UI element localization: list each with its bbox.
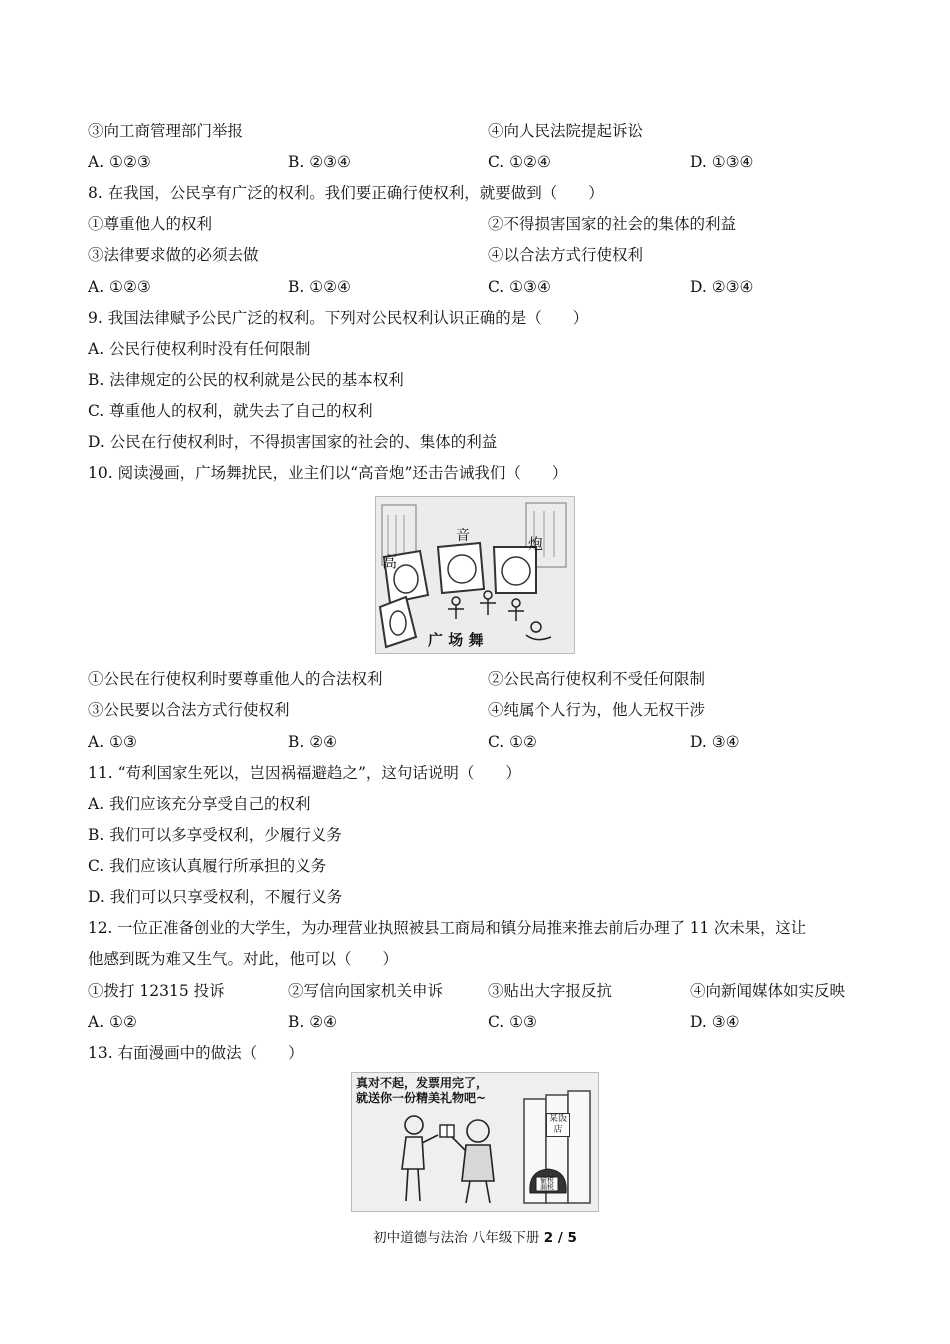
q12-choice-a: A. ①②: [88, 1013, 137, 1031]
footer-page-number: 2 / 5: [543, 1230, 577, 1246]
cartoon-word-gao: 高: [382, 553, 398, 571]
q7-choice-b: B. ②③④: [288, 153, 351, 171]
q13-stem: 13. 右面漫画中的做法（ ）: [88, 1044, 304, 1062]
q12-choice-d: D. ③④: [690, 1013, 740, 1031]
q7-choice-a: A. ①②③: [88, 153, 151, 171]
q8-option-4: ④以合法方式行使权利: [488, 246, 644, 264]
q12-option-3: ③贴出大字报反抗: [488, 982, 613, 1000]
q12-stem-line2: 他感到既为难又生气。对此，他可以（ ）: [88, 950, 399, 968]
cartoon-caption: 广 场 舞: [428, 631, 484, 649]
q9-option-b: B. 法律规定的公民的权利就是公民的基本权利: [88, 371, 404, 389]
q10-choice-a: A. ①③: [88, 733, 137, 751]
q9-option-c: C. 尊重他人的权利，就失去了自己的权利: [88, 402, 373, 420]
cartoon-speech-line2: 就送你一份精美礼物吧~: [356, 1091, 487, 1105]
q10-stem: 10. 阅读漫画，广场舞扰民，业主们以“高音炮”还击告诫我们（ ）: [88, 464, 568, 482]
q7-choice-d: D. ①③④: [690, 153, 754, 171]
q10-option-4: ④纯属个人行为，他人无权干涉: [488, 701, 706, 719]
q10-choice-b: B. ②④: [288, 733, 338, 751]
q8-stem: 8. 在我国，公民享有广泛的权利。我们要正确行使权利，就要做到（ ）: [88, 184, 604, 202]
q8-choice-d: D. ②③④: [690, 278, 754, 296]
q10-choice-d: D. ③④: [690, 733, 740, 751]
q8-choice-b: B. ①②④: [288, 278, 351, 296]
q7-option-3: ③向工商管理部门举报: [88, 122, 244, 140]
q11-option-c: C. 我们应该认真履行所承担的义务: [88, 857, 327, 875]
q12-option-1: ①拨打 12315 投诉: [88, 982, 225, 1000]
q12-option-2: ②写信向国家机关申诉: [288, 982, 444, 1000]
cartoon-word-yin: 音: [456, 528, 470, 544]
shop-sign: 某饭店: [546, 1113, 570, 1137]
q9-option-d: D. 公民在行使权利时，不得损害国家的社会的、集体的利益: [88, 433, 498, 451]
q8-option-3: ③法律要求做的必须去做: [88, 246, 259, 264]
q11-option-b: B. 我们可以多享受权利，少履行义务: [88, 826, 342, 844]
q11-stem: 11. “苟利国家生死以，岂因祸福避趋之”，这句话说明（ ）: [88, 764, 521, 782]
q9-option-a: A. 公民行使权利时没有任何限制: [88, 340, 311, 358]
footer-subject: 初中道德与法治 八年级下册: [373, 1230, 540, 1246]
q10-cartoon: [375, 496, 575, 654]
q10-option-3: ③公民要以合法方式行使权利: [88, 701, 290, 719]
q13-cartoon: [351, 1072, 599, 1212]
q7-option-4: ④向人民法院提起诉讼: [488, 122, 644, 140]
q8-option-1: ①尊重他人的权利: [88, 215, 213, 233]
bag-label-1: 偷税: [540, 1176, 554, 1184]
q8-option-2: ②不得损害国家的社会的集体的利益: [488, 215, 737, 233]
cartoon-speech-line1: 真对不起，发票用完了，: [356, 1076, 489, 1090]
q11-option-a: A. 我们应该充分享受自己的权利: [88, 795, 311, 813]
page-footer: [0, 1229, 950, 1247]
q10-option-1: ①公民在行使权利时要尊重他人的合法权利: [88, 670, 383, 688]
q12-option-4: ④向新闻媒体如实反映: [690, 982, 846, 1000]
q10-choice-c: C. ①②: [488, 733, 537, 751]
q12-choice-c: C. ①③: [488, 1013, 537, 1031]
q12-stem-line1: 12. 一位正准备创业的大学生，为办理营业执照被县工商局和镇分局推来推去前后办理了 11 次未果，这让: [88, 919, 807, 937]
q9-stem: 9. 我国法律赋予公民广泛的权利。下列对公民权利认识正确的是（ ）: [88, 309, 589, 327]
q8-choice-c: C. ①③④: [488, 278, 551, 296]
cartoon-word-pao: 炮: [528, 535, 544, 553]
q10-option-2: ②公民高行使权利不受任何限制: [488, 670, 706, 688]
q7-choice-c: C. ①②④: [488, 153, 551, 171]
bag-label-2: 漏税: [540, 1183, 554, 1191]
q8-choice-a: A. ①②③: [88, 278, 151, 296]
q11-option-d: D. 我们可以只享受权利，不履行义务: [88, 888, 343, 906]
q12-choice-b: B. ②④: [288, 1013, 338, 1031]
